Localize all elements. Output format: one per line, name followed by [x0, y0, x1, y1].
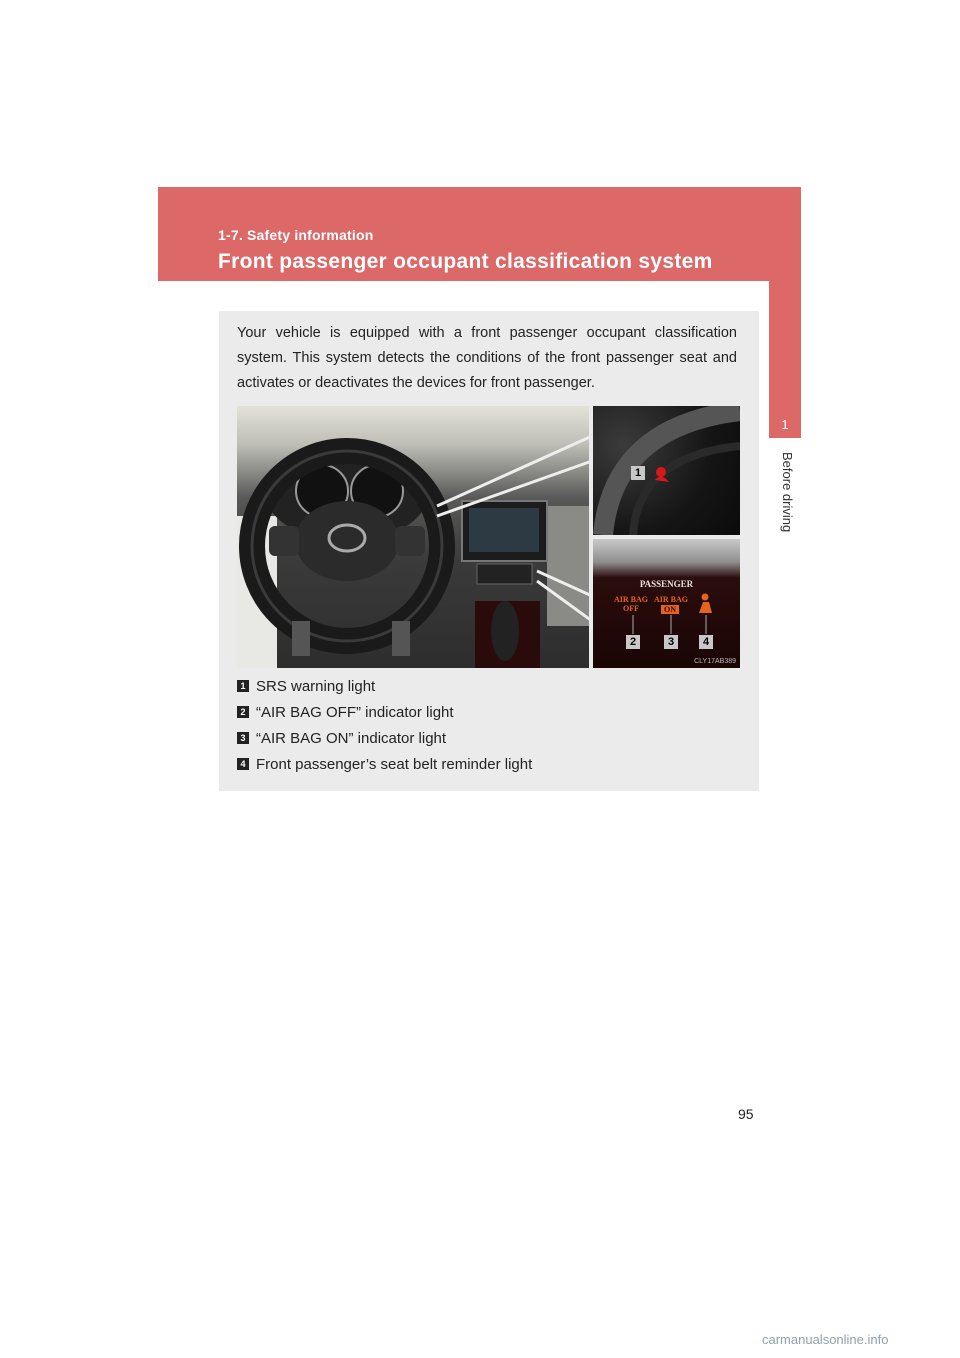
list-item [237, 699, 737, 725]
page-title: Front passenger occupant classification system [218, 250, 713, 273]
section-label: 1-7. Safety information [218, 227, 374, 243]
chapter-number: 1 [781, 417, 789, 432]
figure-code: CLY17AB389 [694, 658, 736, 665]
list-item [237, 673, 737, 699]
airbag-off-label: AIR BAG OFF [613, 595, 648, 613]
legend-text-1: SRS warning light [256, 677, 376, 695]
callout-4: 4 [699, 635, 713, 649]
legend-marker-3: 3 [237, 732, 249, 744]
steering-wheel-illustration [237, 406, 589, 668]
airbag-on-badge: ON [661, 605, 679, 614]
intro-paragraph: Your vehicle is equipped with a front passenger occupant classification system. This system detects the conditions of the front passenger seat and activates or deactivates the devices for front passenger. [237, 325, 737, 391]
callout-1: 1 [631, 466, 645, 480]
section-header [158, 187, 801, 281]
legend-text-4: Front passenger’s seat belt reminder light [256, 755, 533, 773]
dashboard-figure [237, 406, 740, 668]
legend-marker-4: 4 [237, 758, 249, 770]
legend-list [237, 673, 737, 777]
gauge-arc-illustration [593, 406, 740, 535]
srs-warning-icon [656, 467, 666, 477]
srs-warning-inset [593, 406, 740, 535]
passenger-indicator-inset [593, 539, 740, 668]
page-number: 95 [738, 1106, 754, 1122]
list-item [237, 725, 737, 751]
watermark-link[interactable]: carmanualsonline.info [762, 1332, 889, 1347]
content-panel [219, 311, 759, 791]
legend-marker-2: 2 [237, 706, 249, 718]
callout-2: 2 [626, 635, 640, 649]
legend-marker-1: 1 [237, 680, 249, 692]
list-item [237, 751, 737, 777]
panel-heading: PASSENGER [639, 579, 694, 589]
chapter-tab[interactable] [769, 281, 801, 438]
legend-text-2: “AIR BAG OFF” indicator light [256, 703, 454, 721]
chapter-name: Before driving [780, 452, 795, 533]
airbag-on-label: AIR BAG [653, 595, 688, 604]
callout-3: 3 [664, 635, 678, 649]
dashboard-photo [237, 406, 589, 668]
legend-text-3: “AIR BAG ON” indicator light [256, 729, 447, 747]
